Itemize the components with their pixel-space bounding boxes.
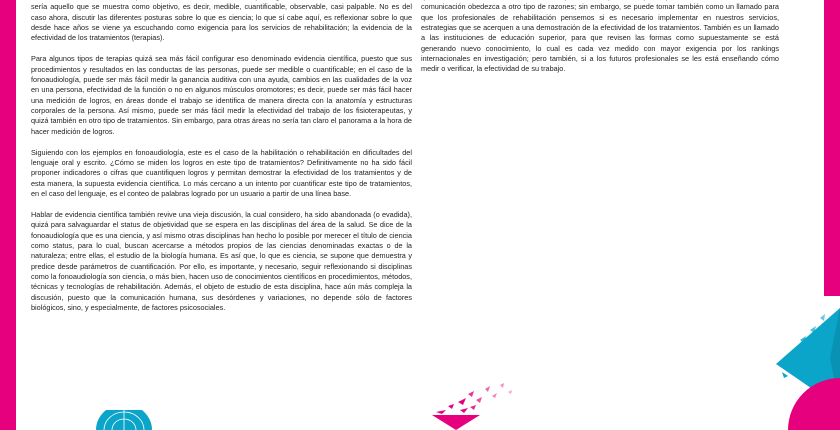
paragraph: Siguiendo con los ejemplos en fonoaudiología, este es el caso de la habilitación o rehabilitación en dificultades del lenguaje oral y escrito. ¿Cómo se miden los logros en este tipo de tratamientos? Definitivamente no ha sido fácil proponer indicadores o cifras que cuantifiquen logros y permitan demostrar la efectividad de los tratamientos y de esta manera, la supuesta evidencia científica. Lo más cercano a un intento por cuantificar este tipo de tratamientos, en el caso del lenguaje, es el conteo de palabras logrado por un usuario a partir de una línea base. [31, 147, 412, 199]
cyan-diamond-graphic [770, 296, 840, 430]
right-text-column [421, 0, 779, 85]
left-text-column [31, 0, 412, 324]
paragraph: sería aquello que se muestra como objetivo, es decir, medible, cuantificable, observable, casi palpable. No es del caso ahora, discutir las diferentes posturas sobre lo que es ciencia; lo que sí cabe aquí, es reflexionar sobre lo que desde hace años se viene ya escuchando como exigencia para los servicios de rehabilitación; la evidencia de la efectividad de los tratamientos (terapias). [31, 2, 412, 43]
pink-shattered-graphic [430, 380, 520, 430]
paragraph: comunicación obedezca a otro tipo de razones; sin embargo, se puede tomar también como un llamado para que los profesionales de rehabilitación pensemos si es necesario implementar en nuestros servicios, estrategias que se acerquen a una demostración de la efectividad de los tratamientos. También es un llamado a las instituciones de educación superior, para que revisen las formas como supuestamente se está generando nuevo conocimiento, lo cual es cada vez medido con mayor exigencia por los rankings internacionales en investigación; pero también, si a los futuros profesionales se les está enseñando cómo medir o verificar, la efectividad de su trabajo. [421, 2, 779, 74]
cyan-circle-graphic [94, 410, 168, 430]
right-accent-bar [824, 0, 840, 296]
paragraph: Para algunos tipos de terapias quizá sea más fácil configurar eso denominado evidencia científica, puesto que sus procedimientos y resultados en las conductas de las personas, puede ser medible o cuantificable; en el caso de la fonoaudiología, puede ser más fácil medir la ganancia auditiva con una ayuda, cambios en las cualidades de la voz en una persona, efectividad de la función o no en algunos músculos oromotores; es decir, puede ser más fácil hacer una medición de logros, en áreas donde el trabajo se identifica de manera directa con la anatomía y estructuras corporales de la persona. Así mismo, puede ser más fácil medir la efectividad del trabajo de los fisioterapeutas, y quizá también en otro tipo de tratamientos. Sin embargo, para otras áreas no sería tan claro el panorama a la hora de hacer medición de logros. [31, 54, 412, 136]
paragraph: Hablar de evidencia científica también revive una vieja discusión, la cual considero, ha sido abandonada (o evadida), quizá para salvaguardar el status de objetividad que se espera en las disciplinas del área de la salud. Se dice de la fonoaudiología que es una ciencia, y así mismo otras disciplinas han hecho lo posible por merecer el título de ciencia como status, para lo cual, buscan acercarse a métodos propios de las ciencias denominadas exactas o de la naturaleza; entre ellas, el estudio de la biología humana. Es así que, lo que es ciencia, se supone que demuestra y predice desde parámetros de cuantificación. Por ello, es importante, y necesario, seguir reflexionando si disciplinas como la fonoaudiología son ciencia, o más bien, hacen uso de conocimientos científicos en procedimientos, métodos, técnicas y tecnologías de rehabilitación. Además, el objeto de estudio de esta disciplina, hace aún más compleja la discusión, puesto que la comunicación humana, sus desórdenes y variaciones, no depende sólo de factores biológicos, sino, y especialmente, de factores psicosociales. [31, 209, 412, 313]
left-accent-bar [0, 0, 16, 430]
